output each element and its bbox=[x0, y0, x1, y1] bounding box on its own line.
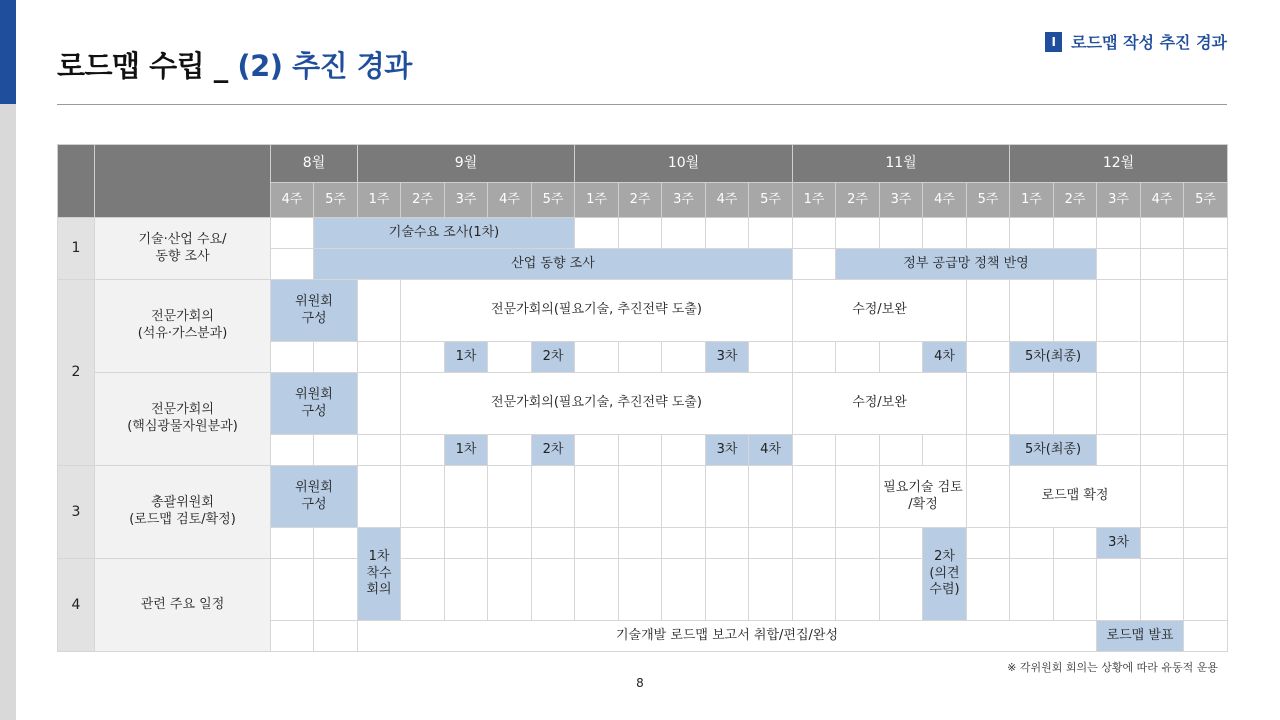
empty-cell bbox=[575, 528, 619, 559]
empty-cell bbox=[1184, 373, 1228, 435]
empty-cell bbox=[401, 466, 445, 528]
category-line: (석유·가스분과) bbox=[137, 326, 228, 341]
empty-cell bbox=[619, 466, 662, 528]
empty-cell bbox=[749, 218, 793, 249]
title-main: 로드맵 수립 _ bbox=[57, 49, 238, 83]
empty-cell bbox=[1054, 559, 1097, 621]
empty-cell bbox=[836, 342, 880, 373]
roadmap-confirm-span: 로드맵 확정 bbox=[1010, 466, 1141, 528]
empty-cell bbox=[271, 435, 314, 466]
empty-cell bbox=[1184, 280, 1228, 342]
category-line: 총괄위원회 bbox=[151, 495, 214, 511]
empty-cell bbox=[445, 559, 488, 621]
header-blank-category bbox=[95, 145, 271, 218]
empty-cell bbox=[1141, 342, 1184, 373]
empty-cell bbox=[488, 466, 532, 528]
empty-cell bbox=[662, 528, 706, 559]
category-line: 전문가회의 bbox=[151, 402, 214, 418]
empty-cell bbox=[662, 342, 706, 373]
empty-cell bbox=[314, 528, 358, 559]
table-row bbox=[58, 466, 1228, 528]
empty-cell bbox=[1010, 528, 1054, 559]
empty-cell bbox=[575, 218, 619, 249]
empty-cell bbox=[662, 218, 706, 249]
empty-cell bbox=[1054, 218, 1097, 249]
week-header: 1주 bbox=[793, 183, 836, 218]
week-header: 2주 bbox=[619, 183, 662, 218]
session-1: 1차 bbox=[445, 342, 488, 373]
bar-committee-setup bbox=[271, 373, 358, 435]
empty-cell bbox=[923, 435, 967, 466]
bar-tech-demand-survey: 기술수요 조사(1차) bbox=[314, 218, 575, 249]
empty-cell bbox=[967, 559, 1010, 621]
empty-cell bbox=[619, 435, 662, 466]
category-line: (로드맵 검토/확정) bbox=[129, 512, 236, 527]
week-header: 5주 bbox=[967, 183, 1010, 218]
row-number: 3 bbox=[58, 466, 95, 559]
empty-cell bbox=[967, 435, 1010, 466]
empty-cell bbox=[880, 435, 923, 466]
second-line: (의견 bbox=[929, 565, 960, 581]
empty-cell bbox=[662, 559, 706, 621]
empty-cell bbox=[706, 218, 749, 249]
empty-cell bbox=[1141, 249, 1184, 280]
span-line: /확정 bbox=[908, 496, 938, 512]
empty-cell bbox=[1097, 559, 1141, 621]
empty-cell bbox=[1010, 280, 1054, 342]
empty-cell bbox=[401, 342, 445, 373]
empty-cell bbox=[1141, 435, 1184, 466]
expert-meeting-span: 전문가회의(필요기술, 추진전략 도출) bbox=[401, 280, 793, 342]
session-4: 4차 bbox=[923, 342, 967, 373]
empty-cell bbox=[749, 528, 793, 559]
empty-cell bbox=[1184, 559, 1228, 621]
bar-industry-trend-survey: 산업 동향 조사 bbox=[314, 249, 793, 280]
span-line: 필요기술 검토 bbox=[883, 479, 963, 495]
empty-cell bbox=[1097, 435, 1141, 466]
week-header: 3주 bbox=[662, 183, 706, 218]
empty-cell bbox=[1097, 249, 1141, 280]
empty-cell bbox=[1054, 280, 1097, 342]
week-header: 1주 bbox=[358, 183, 401, 218]
empty-cell bbox=[706, 528, 749, 559]
row-number: 1 bbox=[58, 218, 95, 280]
empty-cell bbox=[1054, 373, 1097, 435]
week-header: 3주 bbox=[1097, 183, 1141, 218]
bar-line: 구성 bbox=[301, 310, 327, 326]
empty-cell bbox=[314, 435, 358, 466]
table-row bbox=[58, 373, 1228, 435]
session-2: 2차 bbox=[532, 342, 575, 373]
empty-cell bbox=[1184, 466, 1228, 528]
empty-cell bbox=[619, 218, 662, 249]
empty-cell bbox=[401, 435, 445, 466]
second-meeting bbox=[923, 528, 967, 621]
table-row bbox=[58, 218, 1228, 249]
category-key-schedule: 관련 주요 일정 bbox=[95, 559, 271, 652]
empty-cell bbox=[1141, 559, 1184, 621]
empty-cell bbox=[488, 559, 532, 621]
week-header: 1주 bbox=[575, 183, 619, 218]
session-2: 2차 bbox=[532, 435, 575, 466]
week-header: 4주 bbox=[271, 183, 314, 218]
empty-cell bbox=[662, 466, 706, 528]
title-divider bbox=[57, 104, 1227, 105]
side-bar bbox=[0, 0, 16, 720]
week-header: 3주 bbox=[880, 183, 923, 218]
empty-cell bbox=[619, 342, 662, 373]
empty-cell bbox=[706, 466, 749, 528]
page-title bbox=[57, 44, 412, 85]
empty-cell bbox=[271, 621, 314, 652]
empty-cell bbox=[271, 218, 314, 249]
section-tag bbox=[1045, 30, 1227, 53]
side-accent bbox=[0, 0, 16, 104]
empty-cell bbox=[271, 249, 314, 280]
empty-cell bbox=[1141, 466, 1184, 528]
page-number: 8 bbox=[636, 676, 644, 690]
empty-cell bbox=[880, 218, 923, 249]
week-header: 4주 bbox=[488, 183, 532, 218]
empty-cell bbox=[271, 559, 314, 621]
table-row bbox=[58, 280, 1228, 342]
empty-cell bbox=[1141, 528, 1184, 559]
empty-cell bbox=[836, 218, 880, 249]
empty-cell bbox=[1184, 342, 1228, 373]
empty-cell bbox=[749, 559, 793, 621]
empty-cell bbox=[575, 435, 619, 466]
empty-cell bbox=[1141, 218, 1184, 249]
empty-cell bbox=[401, 559, 445, 621]
empty-cell bbox=[488, 435, 532, 466]
empty-cell bbox=[793, 249, 836, 280]
category-critical-minerals bbox=[95, 373, 271, 466]
empty-cell bbox=[575, 466, 619, 528]
empty-cell bbox=[662, 435, 706, 466]
empty-cell bbox=[358, 342, 401, 373]
week-header: 5주 bbox=[314, 183, 358, 218]
empty-cell bbox=[923, 218, 967, 249]
title-accent: (2) 추진 경과 bbox=[237, 49, 412, 83]
empty-cell bbox=[1097, 280, 1141, 342]
empty-cell bbox=[793, 342, 836, 373]
empty-cell bbox=[358, 373, 401, 435]
week-header: 1주 bbox=[1010, 183, 1054, 218]
empty-cell bbox=[619, 559, 662, 621]
bar-line: 위원회 bbox=[295, 479, 333, 495]
empty-cell bbox=[488, 528, 532, 559]
empty-cell bbox=[1054, 528, 1097, 559]
revise-span: 수정/보완 bbox=[793, 373, 967, 435]
empty-cell bbox=[314, 342, 358, 373]
empty-cell bbox=[445, 528, 488, 559]
category-line: 기술·산업 수요/ bbox=[138, 231, 227, 247]
week-header: 5주 bbox=[1184, 183, 1228, 218]
section-number: I bbox=[1045, 32, 1062, 52]
week-header: 4주 bbox=[923, 183, 967, 218]
empty-cell bbox=[1184, 435, 1228, 466]
empty-cell bbox=[575, 342, 619, 373]
empty-cell bbox=[358, 435, 401, 466]
empty-cell bbox=[967, 373, 1010, 435]
category-demand-survey bbox=[95, 218, 271, 280]
week-header: 4주 bbox=[1141, 183, 1184, 218]
week-header: 4주 bbox=[706, 183, 749, 218]
section-label: 로드맵 작성 추진 경과 bbox=[1071, 33, 1227, 52]
month-header-row bbox=[58, 145, 1228, 183]
week-header: 2주 bbox=[836, 183, 880, 218]
session-5-final: 5차(최종) bbox=[1010, 435, 1097, 466]
month-nov: 11월 bbox=[793, 145, 1010, 183]
bar-committee-setup bbox=[271, 466, 358, 528]
empty-cell bbox=[749, 466, 793, 528]
empty-cell bbox=[880, 559, 923, 621]
category-line: 동향 조사 bbox=[155, 248, 210, 264]
table-row bbox=[58, 559, 1228, 621]
month-aug: 8월 bbox=[271, 145, 358, 183]
empty-cell bbox=[967, 528, 1010, 559]
empty-cell bbox=[532, 466, 575, 528]
week-header: 5주 bbox=[532, 183, 575, 218]
empty-cell bbox=[1010, 218, 1054, 249]
week-header: 2주 bbox=[1054, 183, 1097, 218]
kickoff-line: 착수 bbox=[366, 565, 392, 581]
empty-cell bbox=[967, 280, 1010, 342]
empty-cell bbox=[532, 528, 575, 559]
empty-cell bbox=[488, 342, 532, 373]
header-blank-no bbox=[58, 145, 95, 218]
bar-gov-supply-policy: 정부 공급망 정책 반영 bbox=[836, 249, 1097, 280]
empty-cell bbox=[793, 435, 836, 466]
empty-cell bbox=[1141, 280, 1184, 342]
bar-committee-setup bbox=[271, 280, 358, 342]
empty-cell bbox=[793, 528, 836, 559]
category-line: (핵심광물자원분과) bbox=[127, 419, 238, 434]
empty-cell bbox=[575, 559, 619, 621]
session-5-final: 5차(최종) bbox=[1010, 342, 1097, 373]
session-3: 3차 bbox=[706, 435, 749, 466]
empty-cell bbox=[314, 559, 358, 621]
empty-cell bbox=[836, 435, 880, 466]
empty-cell bbox=[1141, 373, 1184, 435]
empty-cell bbox=[1097, 373, 1141, 435]
expert-meeting-span: 전문가회의(필요기술, 추진전략 도출) bbox=[401, 373, 793, 435]
month-oct: 10월 bbox=[575, 145, 793, 183]
session-1: 1차 bbox=[445, 435, 488, 466]
empty-cell bbox=[271, 528, 314, 559]
bar-line: 구성 bbox=[301, 496, 327, 512]
empty-cell bbox=[706, 559, 749, 621]
empty-cell bbox=[793, 559, 836, 621]
empty-cell bbox=[1097, 218, 1141, 249]
category-general-committee bbox=[95, 466, 271, 559]
empty-cell bbox=[532, 559, 575, 621]
bar-line: 위원회 bbox=[295, 293, 333, 309]
empty-cell bbox=[619, 528, 662, 559]
report-span: 기술개발 로드맵 보고서 취합/편집/완성 bbox=[358, 621, 1097, 652]
empty-cell bbox=[880, 528, 923, 559]
session-3: 3차 bbox=[706, 342, 749, 373]
empty-cell bbox=[445, 466, 488, 528]
schedule-table bbox=[57, 144, 1228, 652]
bar-line: 위원회 bbox=[295, 386, 333, 402]
session-3: 3차 bbox=[1097, 528, 1141, 559]
empty-cell bbox=[1184, 528, 1228, 559]
empty-cell bbox=[358, 466, 401, 528]
row-number: 4 bbox=[58, 559, 95, 652]
second-line: 2차 bbox=[934, 548, 955, 564]
week-header: 2주 bbox=[401, 183, 445, 218]
footnote: ※ 각위원회 회의는 상황에 따라 유동적 운용 bbox=[1007, 661, 1218, 674]
week-header: 3주 bbox=[445, 183, 488, 218]
empty-cell bbox=[401, 528, 445, 559]
empty-cell bbox=[1184, 621, 1228, 652]
bar-line: 구성 bbox=[301, 403, 327, 419]
month-dec: 12월 bbox=[1010, 145, 1228, 183]
empty-cell bbox=[1184, 249, 1228, 280]
empty-cell bbox=[967, 218, 1010, 249]
empty-cell bbox=[1010, 559, 1054, 621]
empty-cell bbox=[793, 466, 836, 528]
month-sep: 9월 bbox=[358, 145, 575, 183]
empty-cell bbox=[967, 342, 1010, 373]
row-number: 2 bbox=[58, 280, 95, 466]
empty-cell bbox=[271, 342, 314, 373]
category-line: 전문가회의 bbox=[151, 309, 214, 325]
kickoff-meeting bbox=[358, 528, 401, 621]
session-4: 4차 bbox=[749, 435, 793, 466]
empty-cell bbox=[1097, 342, 1141, 373]
revise-span: 수정/보완 bbox=[793, 280, 967, 342]
empty-cell bbox=[967, 466, 1010, 528]
empty-cell bbox=[1184, 218, 1228, 249]
kickoff-line: 1차 bbox=[368, 548, 390, 564]
empty-cell bbox=[749, 342, 793, 373]
second-line: 수렴) bbox=[929, 582, 960, 598]
kickoff-line: 회의 bbox=[366, 582, 392, 598]
empty-cell bbox=[314, 621, 358, 652]
empty-cell bbox=[836, 466, 880, 528]
empty-cell bbox=[880, 342, 923, 373]
empty-cell bbox=[1010, 373, 1054, 435]
empty-cell bbox=[836, 559, 880, 621]
week-header: 5주 bbox=[749, 183, 793, 218]
tech-review-span bbox=[880, 466, 967, 528]
empty-cell bbox=[836, 528, 880, 559]
empty-cell bbox=[793, 218, 836, 249]
category-petro-gas bbox=[95, 280, 271, 373]
roadmap-announce: 로드맵 발표 bbox=[1097, 621, 1184, 652]
empty-cell bbox=[358, 280, 401, 342]
